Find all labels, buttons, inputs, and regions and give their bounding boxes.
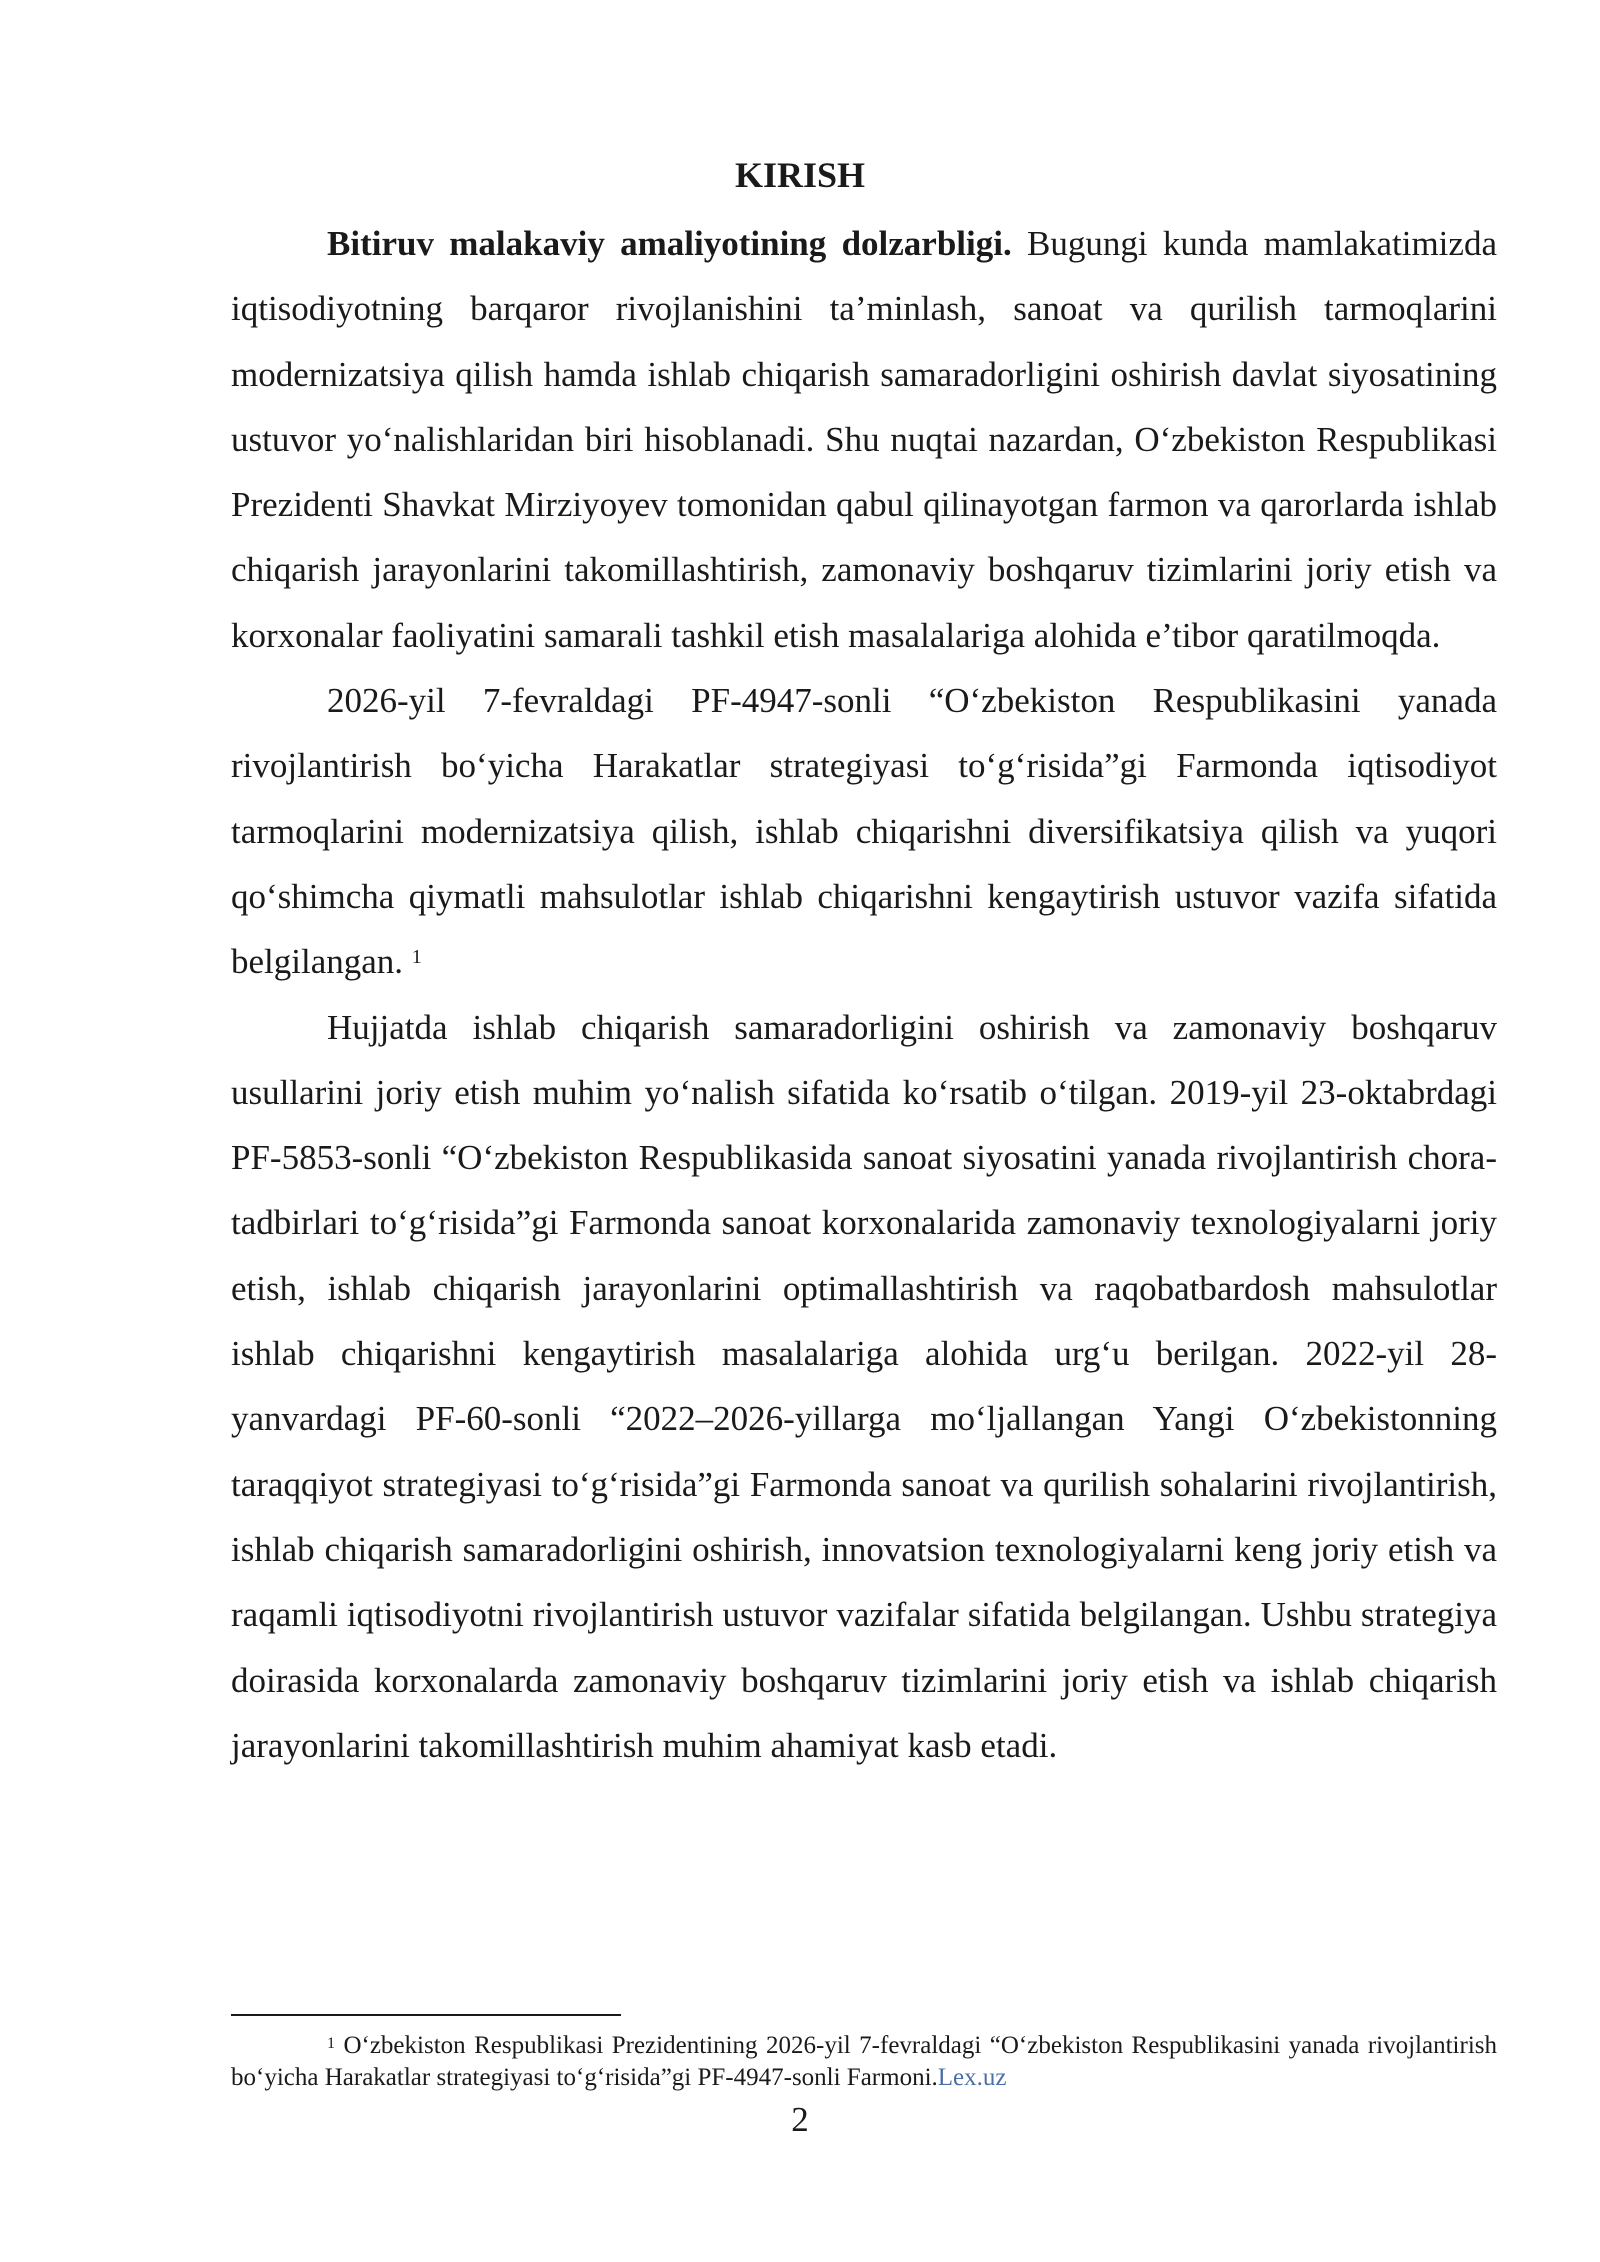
page-number: 2 <box>791 2100 809 2139</box>
footnote-marker: 1 <box>327 2035 335 2052</box>
paragraph-relevance <box>231 211 1497 668</box>
paragraph-text: Hujjatda ishlab chiqarish samaradorligini oshirish va zamonaviy boshqaruv usullarini joriy etish muhim yo‘nalish sifatida ko‘rsatib o‘tilgan. 2019-yil 23-oktabrdagi PF-5853-sonli “O‘zbekiston Respublikasida sanoat siyosatini yanada rivojlantirish chora-tadbirlari to‘g‘risida”gi Farmonda sanoat korxonalarida zamonaviy texnologiyalarni joriy etish, ishlab chiqarish jarayonlarini optimallashtirish va raqobatbardosh mahsulotlar ishlab chiqarishni kengaytirish masalalariga alohida urg‘u berilgan. 2022-yil 28-yanvardagi PF-60-sonli “2022–2026-yillarga mo‘ljallangan Yangi O‘zbekistonning taraqqiyot strategiyasi to‘g‘risida”gi Farmonda sanoat va qurilish sohalarini rivojlantirish, ishlab chiqarish samaradorligini oshirish, innovatsion texnologiyalarni keng joriy etish va raqamli iqtisodiyotni rivojlantirish ustuvor vazifalar sifatida belgilangan. Ushbu strategiya doirasida korxonalarda zamonaviy boshqaruv tizimlarini joriy etish va ishlab chiqarish jarayonlarini takomillashtirish muhim ahamiyat kasb etadi. <box>231 1007 1497 1765</box>
footnote-source-link[interactable]: Lex.uz <box>937 2064 1007 2091</box>
section-heading: KIRISH <box>734 155 866 195</box>
footnote <box>231 2030 1497 2094</box>
paragraph-lead: Bitiruv malakaviy amaliyotining dolzarbligi. <box>327 224 1012 263</box>
paragraph-text: 2026-yil 7-fevraldagi PF-4947-sonli “O‘zbekiston Respublikasini yanada rivojlantirish bo‘yicha Harakatlar strategiyasi to‘g‘risida”gi Farmonda iqtisodiyot tarmoqlarini modernizatsiya qilish, ishlab chiqarishni diversifikatsiya qilish va yuqori qo‘shimcha qiymatli mahsulotlar ishlab chiqarishni kengaytirish ustuvor vazifa sifatida belgilangan. <box>231 681 1497 982</box>
paragraph-documents <box>231 995 1497 1779</box>
paragraph-decree-4947 <box>231 668 1497 994</box>
body-text <box>231 211 1497 1778</box>
footnote-reference[interactable]: 1 <box>411 946 422 969</box>
footnote-text: O‘zbekiston Respublikasi Prezidentining 2026-yil 7-fevraldagi “O‘zbekiston Respublikasini yanada rivojlantirish bo‘yicha Harakatlar strategiyasi to‘g‘risida”gi PF-4947-sonli Farmoni. <box>231 2032 1497 2091</box>
paragraph-text: Bugungi kunda mamlakatimizda iqtisodiyotning barqaror rivojlanishini ta’minlash, sanoat va qurilish tarmoqlarini modernizatsiya qilish hamda ishlab chiqarish samaradorligini oshirish davlat siyosatining ustuvor yo‘nalishlaridan biri hisoblanadi. Shu nuqtai nazardan, O‘zbekiston Respublikasi Prezidenti Shavkat Mirziyoyev tomonidan qabul qilinayotgan farmon va qarorlarda ishlab chiqarish jarayonlarini takomillashtirish, zamonaviy boshqaruv tizimlarini joriy etish va korxonalar faoliyatini samarali tashkil etish masalalariga alohida e’tibor qaratilmoqda. <box>231 224 1497 655</box>
footnote-separator <box>231 2014 621 2016</box>
